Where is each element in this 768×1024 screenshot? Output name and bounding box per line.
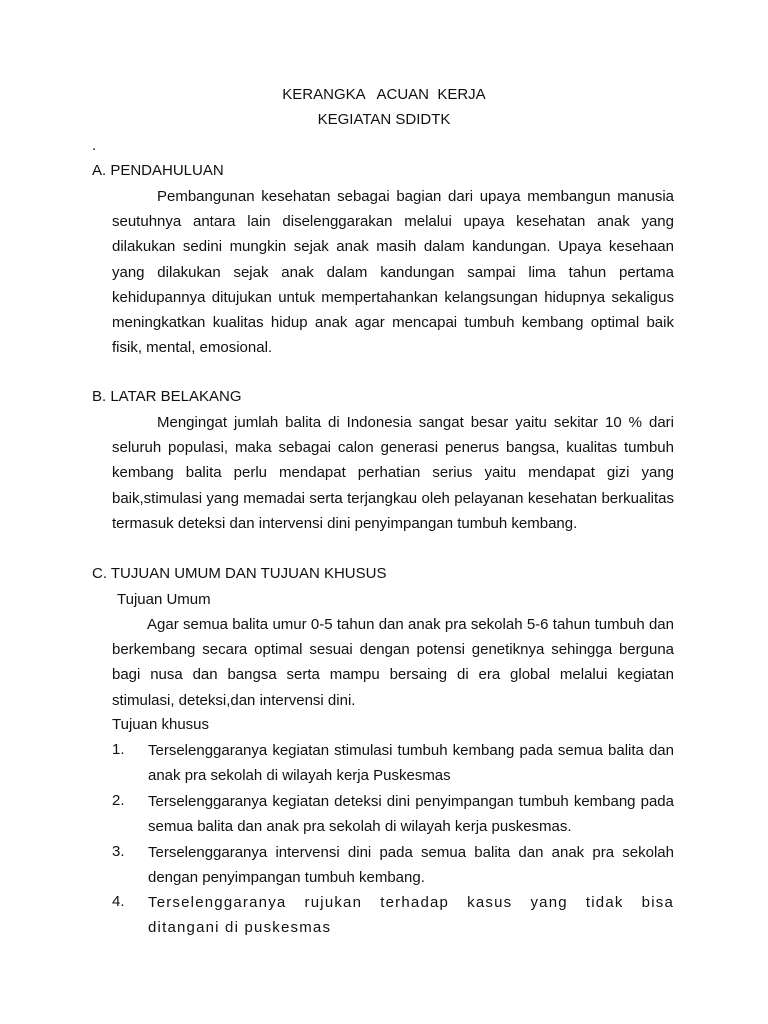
section-b-heading: B. LATAR BELAKANG: [92, 388, 242, 405]
section-a-body: Pembangunan kesehatan sebagai bagian dari upaya membangun manusia seutuhnya antara lain diselenggarakan melalui upaya kesehatan anak yang dilakukan sedini mungkin sejak anak masih dalam kandungan. Upaya kesehaan yang dilakukan sejak anak dalam kandungan sampai lima tahun pertama kehidupannya ditujukan untuk mempertahankan kelangsungan hidupnya sekaligus meningkatkan kualitas hidup anak agar mencapai tumbuh kembang optimal baik fisik, mental, emosional.: [112, 188, 674, 357]
tujuan-khusus-label: Tujuan khusus: [112, 716, 210, 733]
stray-dot: .: [92, 137, 97, 154]
document-title: KERANGKA ACUAN KERJA: [282, 86, 486, 103]
list-item-number: 3.: [112, 843, 125, 860]
section-c-heading: C. TUJUAN UMUM DAN TUJUAN KHUSUS: [92, 565, 387, 582]
list-item-text: Terselenggaranya kegiatan stimulasi tumbuh kembang pada semua balita dan anak pra sekolah di wilayah kerja Puskesmas: [148, 742, 674, 785]
list-item-text: Terselenggaranya intervensi dini pada semua balita dan anak pra sekolah dengan penyimpangan tumbuh kembang.: [148, 844, 674, 887]
list-item-number: 4.: [112, 893, 125, 910]
list-item-text: Terselenggaranya rujukan terhadap kasus yang tidak bisa ditangani di puskesmas: [148, 894, 674, 937]
list-item-text: Terselenggaranya kegiatan deteksi dini penyimpangan tumbuh kembang pada semua balita dan anak pra sekolah di wilayah kerja puskesmas.: [148, 793, 674, 836]
tujuan-umum-label: Tujuan Umum: [117, 591, 211, 608]
section-b-body: Mengingat jumlah balita di Indonesia sangat besar yaitu sekitar 10 % dari seluruh populasi, maka sebagai calon generasi penerus bangsa, kualitas tumbuh kembang balita perlu mendapat perhatian serius yaitu mendapat gizi yang baik,stimulasi yang memadai serta terjangkau oleh pelayanan kesehatan berkualitas termasuk deteksi dan intervensi dini penyimpangan tumbuh kembang.: [112, 414, 674, 532]
tujuan-umum-body: Agar semua balita umur 0-5 tahun dan anak pra sekolah 5-6 tahun tumbuh dan berkembang secara optimal sesuai dengan potensi genetiknya sehingga berguna bagi nusa dan bangsa serta mampu bersaing di era global melalui kegiatan stimulasi, deteksi,dan intervensi dini.: [112, 616, 674, 709]
list-item-number: 2.: [112, 792, 125, 809]
list-item-number: 1.: [112, 741, 125, 758]
section-a-heading: A. PENDAHULUAN: [92, 162, 224, 179]
document-subtitle: KEGIATAN SDIDTK: [317, 111, 451, 128]
